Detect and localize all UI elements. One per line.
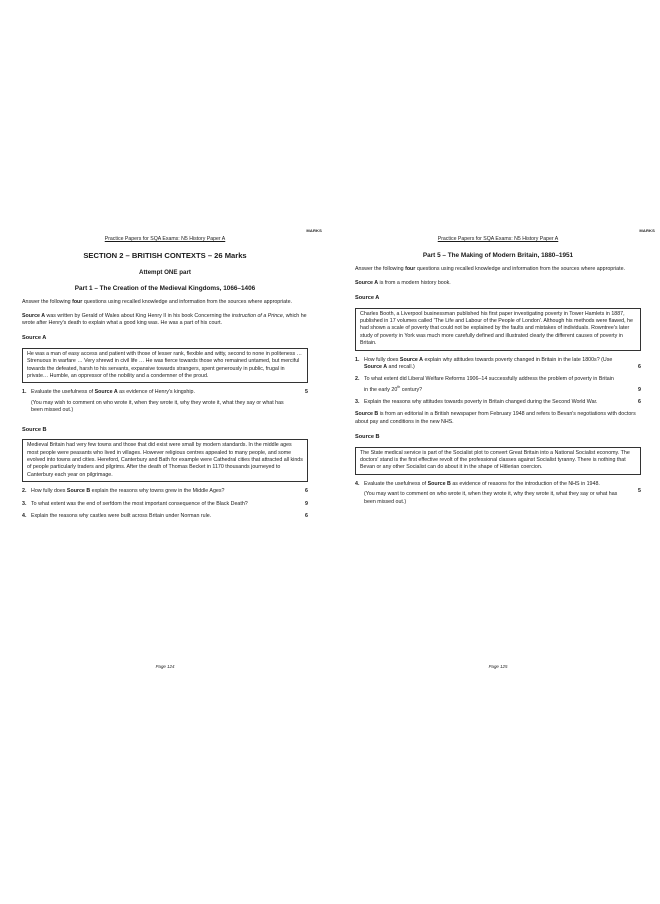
question-1: 1. How fully does Source A explain why attitudes towards poverty changed in Britain in the late 1800s? (Use Source A and recall.) 6 [355, 356, 641, 371]
attempt-instruction: Attempt ONE part [139, 269, 191, 277]
question-note: (You may wish to comment on who wrote it, when they wrote it, why they wrote it, what they say or what has been missed out.) [31, 399, 284, 414]
question-marks: 9 [638, 386, 641, 393]
intro-text: Answer the following four questions using recalled knowledge and information from the sources where appropriate. [22, 299, 293, 306]
page-body [22, 252, 308, 525]
question-number: 2. [355, 376, 360, 383]
question-note: (You may want to comment on who wrote it, when they wrote it, why they wrote it, what they say or what has been missed out.) [364, 491, 618, 505]
question-marks: 6 [305, 488, 308, 495]
question-4: 4. Evaluate the usefulness of Source B as evidence of reasons for the introduction of the NHS in 1948. (You may want to comment on who wrote it, when they wrote it, why they wrote it, what they say or what has been missed out.) 5 [355, 481, 641, 510]
question-number: 1. [355, 356, 360, 363]
question-number: 4. [22, 512, 27, 519]
marks-column-label: MARKS [639, 228, 655, 233]
question-number: 4. [355, 480, 360, 487]
part-title: Part 5 – The Making of Modern Britain, 1880–1951 [422, 252, 574, 259]
page-number: Page 124 [155, 664, 175, 669]
question-number: 3. [355, 399, 360, 406]
question-marks: 6 [638, 399, 641, 406]
source-a-heading: Source A [355, 295, 380, 302]
question-marks: 5 [638, 488, 641, 495]
right-page [355, 228, 655, 669]
section-title: SECTION 2 – BRITISH CONTEXTS – 26 Marks [83, 251, 247, 260]
question-marks: 6 [638, 364, 641, 371]
question-1: 1. Evaluate the usefulness of Source A as evidence of Henry's kingship. (You may wish to comment on who wrote it, when they wrote it, why they wrote it, what they say or what has been missed out.) 5 [22, 389, 308, 418]
source-a-box: Charles Booth, a Liverpool businessman published his first paper investigating poverty in Tower Hamlets in 1887, published in 17 volumes called 'The Life and Labour of the People of London'. Although his methods were flawed, he had shown a scale of poverty that could not be explained by the faults and mistakes of individuals. Rowntree's later study of poverty in York was much more carefully defined and illustrated clearly the different causes of poverty in Britain. [355, 308, 641, 351]
source-a-box: He was a man of easy access and patient with those of lesser rank, flexible and witty, second to none in politeness … Strenuous in warfare … Very shrewd in civil life … He was fierce towards those who remained untamed, but merciful towards the defeated, harsh to his servants, expansive towards strangers, spent generously in public, frugal in private… Humble, an oppressor of the nobility and a condemner of the proud. [22, 348, 308, 384]
source-b-intro: Source B is from an editorial in a British newspaper from February 1948 and refers to Bevan's negotiations with doctors about pay and conditions in the new NHS. [355, 411, 636, 425]
page-number: Page 125 [488, 664, 508, 669]
question-4: 4. Explain the reasons why castles were built across Britain under Norman rule. 6 [22, 512, 308, 519]
question-number: 1. [22, 389, 27, 396]
intro-text: Answer the following four questions using recalled knowledge and information from the sources where appropriate. [355, 266, 626, 273]
question-2: 2. How fully does Source B explain the reasons why towns grew in the Middle Ages? 6 [22, 488, 308, 495]
source-a-heading: Source A [22, 335, 47, 342]
question-number: 2. [22, 488, 27, 495]
page-body [355, 252, 641, 515]
question-3: 3. Explain the reasons why attitudes towards poverty in Britain changed during the Second World War. 6 [355, 399, 641, 406]
source-a-intro: Source A is from a modern history book. [355, 279, 451, 286]
marks-column-label: MARKS [306, 228, 322, 233]
question-number: 3. [22, 500, 27, 507]
left-page [22, 228, 322, 669]
question-marks: 5 [305, 389, 308, 396]
question-3: 3. To what extent was the end of serfdom the most important consequence of the Black Death? 9 [22, 500, 308, 507]
question-2: 2. To what extent did Liberal Welfare Reforms 1906–14 successfully address the problem of poverty in Britain in the early 20th century? 9 [355, 376, 641, 393]
question-marks: 9 [305, 500, 308, 507]
running-head: Practice Papers for SQA Exams: N5 History Paper A [437, 236, 559, 242]
running-head: Practice Papers for SQA Exams: N5 History Paper A [104, 236, 226, 242]
source-b-heading: Source B [355, 434, 380, 441]
source-b-heading: Source B [22, 426, 47, 433]
source-b-box: Medieval Britain had very few towns and those that did exist were small by modern standards. In the middle ages most people were peasants who lived in villages. However religious centres appealed to many people, and some evolved into towns and cities. Hereford, Canterbury and Bath for example were Cathedral cities that attracted all kinds of people particularly traders and pilgrims. After the death of Thomas Becket in 1170 thousands journeyed to Canterbury each year on pilgrimage. [22, 439, 308, 482]
source-b-box: The State medical service is part of the Socialist plot to convert Great Britain into a National Socialist economy. The doctors' stand is the first effective revolt of the professional classes against Socialist tyranny. There is nothing that Bevan or any other Socialist can do about it in the shape of Hitlerian coercion. [355, 447, 641, 475]
question-marks: 6 [305, 512, 308, 519]
part-title: Part 1 – The Creation of the Medieval Kingdoms, 1066–1406 [74, 284, 256, 292]
source-a-intro: Source A was written by Gerald of Wales about King Henry II in his book Concerning the instruction of a Prince, which he wrote after Henry's death to explain what a good king was. He was a part of his court. [22, 312, 307, 327]
